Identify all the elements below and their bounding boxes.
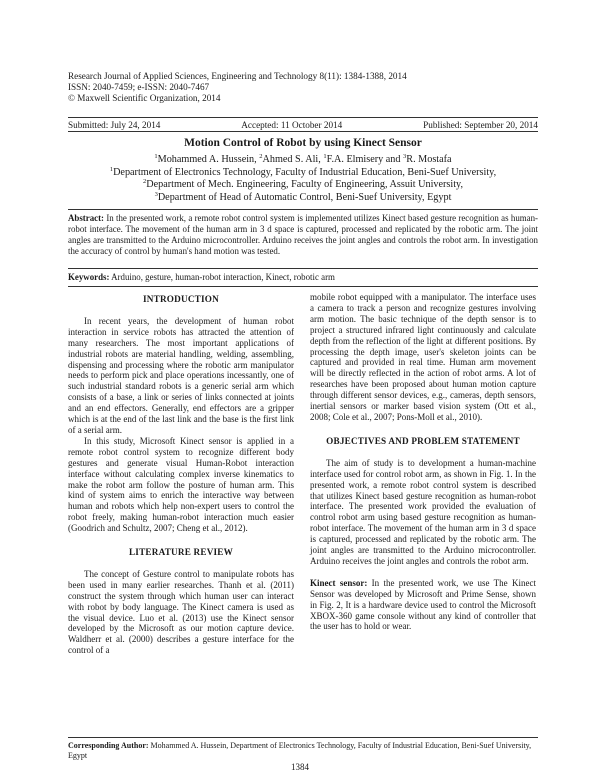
footer-text: Mohammed A. Hussein, Department of Electronics Technology, Faculty of Industrial Education, Beni-Suef University, Egypt xyxy=(68,741,532,760)
submitted-date: Submitted: July 24, 2014 xyxy=(68,120,161,130)
left-column xyxy=(68,292,294,656)
kinect-text: In the presented work, we use The Kinect Sensor was developed by Microsoft and Prime Sense, shown in Fig. 2, It is a hardware device used to control the Microsoft XBOX-360 game console without any kind of controller that the user has to hold or wear. xyxy=(310,577,536,632)
paper-title: Motion Control of Robot by using Kinect Sensor xyxy=(184,137,422,149)
footer-rule xyxy=(68,737,538,738)
author-sup: 1 xyxy=(154,153,158,160)
objectives-paragraph: The aim of study is to development a human-machine interface used for control robot arm, as shown in Fig. 1. In the presented work, a remote robot control system is described that utilizes Kinect based gesture recognition as human-robot interface. The presented work provided the evaluation of control robot arm using based gesture recognition as human-robot interface. The movement of the human arm in 3 d space is captured, processed and replicated by the robotic arm. The joint angles are transmitted to the Arduino microcontroller. Arduino receives the joint angles and controls the robot arm. xyxy=(310,457,536,566)
abstract-rule-bottom xyxy=(68,268,538,269)
author-name: Ahmed S. Ali, xyxy=(262,154,324,165)
literature-paragraph: The concept of Gesture control to manipulate robots has been used in many earlier researches. Thanh et al. (2011) construct the system through which human user can interact with robot by body language. The Kinect camera is used as the visual device. Luo et al. (2013) use the Kinect sensor developed by the Microsoft as our motion capture device. Waldherr et al. (2000) describes a gesture interface for the control of a xyxy=(68,568,294,656)
affiliation-sup: 2 xyxy=(142,178,147,186)
kinect-paragraph xyxy=(310,578,536,633)
header-rule-bottom xyxy=(68,131,538,132)
abstract-rule-top xyxy=(68,209,538,210)
affiliation-sup: 3 xyxy=(154,190,158,198)
author-names xyxy=(68,154,538,167)
author-block xyxy=(68,154,538,204)
affiliation-2 xyxy=(68,179,538,192)
author-name: Mohammed A. Hussein, xyxy=(157,154,260,165)
journal-citation: Research Journal of Applied Sciences, Engineering and Technology 8(11): 1384-1388, 2014 xyxy=(68,71,407,81)
footer-label: Corresponding Author: xyxy=(68,741,149,750)
keywords-label: Keywords: xyxy=(68,272,110,282)
author-sup: 3 xyxy=(403,153,407,160)
author-name: R. Mostafa xyxy=(406,154,452,165)
intro-heading: INTRODUCTION xyxy=(143,294,219,304)
affiliation-3 xyxy=(68,192,538,205)
affiliation-text: Department of Mech. Engineering, Faculty of Engineering, Assuit University, xyxy=(146,179,464,191)
kinect-label: Kinect sensor: xyxy=(310,577,368,588)
header-rule-top xyxy=(68,117,538,118)
copyright-line: © Maxwell Scientific Organization, 2014 xyxy=(68,93,221,104)
affiliation-sup: 1 xyxy=(109,165,114,173)
affiliation-text: Department of Head of Automatic Control, Beni-Suef University, Egypt xyxy=(157,191,452,203)
affiliation-text: Department of Electronics Technology, Faculty of Industrial Education, Beni-Suef University, xyxy=(113,166,497,178)
accepted-date: Accepted: 11 October 2014 xyxy=(241,120,343,130)
literature-heading: LITERATURE REVIEW xyxy=(128,547,234,558)
abstract xyxy=(68,213,538,257)
author-sup: 2 xyxy=(259,153,263,160)
affiliation-1 xyxy=(68,167,538,180)
page-number: 1384 xyxy=(291,762,309,772)
dates-row xyxy=(68,120,538,130)
author-sup: 1 xyxy=(323,153,327,160)
right-column xyxy=(310,292,536,632)
corresponding-author xyxy=(68,741,538,761)
issn-line: ISSN: 2040-7459; e-ISSN: 2040-7467 xyxy=(68,82,210,93)
journal-header xyxy=(68,71,538,105)
author-name: F.A. Elmisery and xyxy=(326,154,404,165)
objectives-heading: OBJECTIVES AND PROBLEM STATEMENT xyxy=(326,435,520,446)
abstract-text: In the presented work, a remote robot control system is implemented utilizes Kinect based gesture recognition as human-robot interface. The movement of the human arm in 3 d space is captured, processed and replicated by the robotic arm. The joint angles are transmitted to the Arduino microcontroller. Arduino receives the joint angles and controls the robot arm. In investigation the accuracy of control by human's hand motion was tested. xyxy=(68,213,538,257)
continued-paragraph: mobile robot equipped with a manipulator. The interface uses a camera to track a person and recognize gestures involving arm motion. The basic technique of the depth sensor is to project a structured infrared light continuously and calculate depth from the reflection of the light at different positions. By processing the depth image, user's skeleton joints can be captured and provided in real time. Human arm movement will be directly reflected in the action of robot arms. A lot of researches have been proposed about human motion capture through different sensor devices, e.g., cameras, depth sensors, inertial sensors or marker based vision system (Ott et al., 2008; Cole et al., 2007; Pons-Moll et al., 2010). xyxy=(310,292,536,422)
intro-paragraph-2: In this study, Microsoft Kinect sensor is applied in a remote robot control system to recognize different body gestures and generate visual Human-Robot interaction interface without calculating complex inverse kinematics to make the robot arm follow the posture of human arm. This kind of system aims to enrich the interactive way between human and robots which help non-expert users to control the robot freely, making human-robot interaction much easier (Goodrich and Schultz, 2007; Cheng et al., 2012). xyxy=(68,435,294,534)
intro-paragraph-1: In recent years, the development of human robot interaction in service robots has attracted the attention of many researchers. The most important applications of industrial robots are material handling, welding, assembling, dispensing and processing where the robotic arm manipulator needs to perform pick and place operations incessantly, one of such industrial standard robots is a generic serial arm which consists of a base, a link or series of links connected at joints and an end effectors. Generally, end effectors are a gripper which is at the end of the last link and the base is the first link of a serial arm. xyxy=(68,315,294,435)
keywords-rule xyxy=(68,286,538,287)
abstract-label: Abstract: xyxy=(68,213,104,223)
keywords-text: Arduino, gesture, human-robot interaction, Kinect, robotic arm xyxy=(109,272,335,282)
published-date: Published: September 20, 2014 xyxy=(423,120,538,130)
keywords xyxy=(68,272,538,282)
